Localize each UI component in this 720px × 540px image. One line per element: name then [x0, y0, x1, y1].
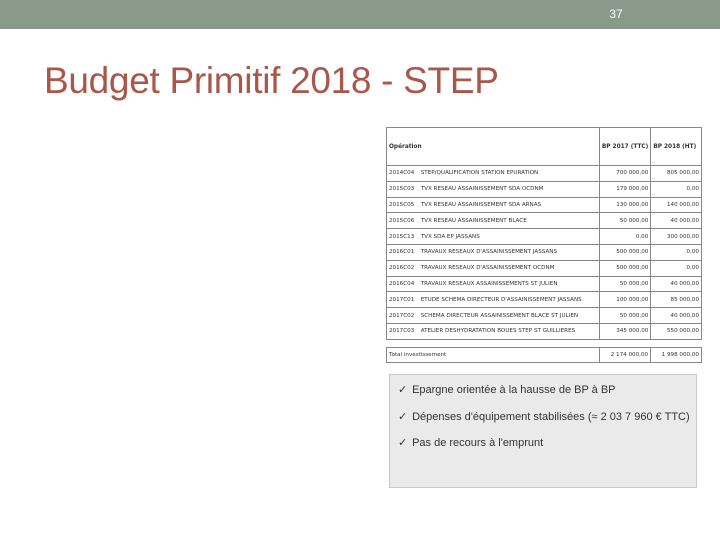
operations-table [386, 127, 702, 340]
row-label: TRAVAUX RESEAUX ASSAINISSEMENTS ST JULIEN [419, 276, 600, 292]
row-bp2018: 550 000,00 [651, 323, 702, 339]
total-row [387, 348, 702, 363]
row-bp2018: 40 000,00 [651, 276, 702, 292]
row-bp2017: 0,00 [599, 229, 650, 245]
table-row [387, 323, 702, 339]
bullet-text: Dépenses d'équipement stabilisées (≈ 2 03 7 960 € TTC) [412, 411, 690, 423]
row-label: ATELIER DESHYDRATATION BOUES STEP ST GUILLIERES [419, 323, 600, 339]
row-code: 2015C13 [387, 229, 419, 245]
table-row [387, 213, 702, 229]
total-bp2017: 2 174 000,00 [600, 348, 651, 363]
table-row [387, 166, 702, 182]
row-bp2017: 50 000,00 [599, 308, 650, 324]
row-bp2018: 40 000,00 [651, 308, 702, 324]
row-code: 2017C01 [387, 292, 419, 308]
row-bp2017: 179 000,00 [599, 181, 650, 197]
bullet-text: Epargne orientée à la hausse de BP à BP [412, 384, 616, 396]
row-label: TVX SDA EP JASSANS [419, 229, 600, 245]
row-bp2017: 345 000,00 [599, 323, 650, 339]
row-code: 2014C04 [387, 166, 419, 182]
row-label: TVX RESEAU ASSAINISSEMENT BLACE [419, 213, 600, 229]
total-label: Total investissement [387, 348, 600, 363]
slide-number: 37 [609, 7, 623, 21]
row-bp2018: 85 000,00 [651, 292, 702, 308]
table-row [387, 244, 702, 260]
bullet-text: Pas de recours à l'emprunt [412, 437, 544, 449]
row-code: 2016C04 [387, 276, 419, 292]
header-operation: Opération [387, 128, 600, 166]
row-label: STEP/QUALIFICATION STATION EPURATION [419, 166, 600, 182]
header-bp2017: BP 2017 (TTC) [599, 128, 650, 166]
row-bp2018: 805 000,00 [651, 166, 702, 182]
total-bp2018: 1 998 000,00 [651, 348, 702, 363]
row-label: ETUDE SCHEMA DIRECTEUR D'ASSAINISSEMENT JASSANS [419, 292, 600, 308]
table-header-row [387, 128, 702, 166]
row-bp2017: 50 000,00 [599, 276, 650, 292]
check-icon: ✓ [398, 411, 408, 423]
row-code: 2015C06 [387, 213, 419, 229]
row-label: TRAVAUX RESEAUX D'ASSAINISSEMENT JASSANS [419, 244, 600, 260]
row-bp2017: 50 000,00 [599, 213, 650, 229]
row-bp2017: 100 000,00 [599, 292, 650, 308]
row-label: SCHEMA DIRECTEUR ASSAINISSEMENT BLACE ST JULIEN [419, 308, 600, 324]
slide-title: Budget Primitif 2018 - STEP [44, 60, 499, 101]
table-row [387, 260, 702, 276]
row-bp2017: 500 000,00 [599, 260, 650, 276]
table-row [387, 229, 702, 245]
row-code: 2017C02 [387, 308, 419, 324]
row-bp2017: 700 000,00 [599, 166, 650, 182]
row-bp2018: 40 000,00 [651, 213, 702, 229]
check-icon: ✓ [398, 437, 408, 449]
table-row [387, 197, 702, 213]
row-label: TVX RESEAU ASSAINISSEMENT SDA OCDNM [419, 181, 600, 197]
top-bar [0, 0, 720, 29]
row-code: 2015C05 [387, 197, 419, 213]
row-bp2018: 0,00 [651, 181, 702, 197]
row-label: TVX RESEAU ASSAINISSEMENT SDA ARNAS [419, 197, 600, 213]
bullet-item [398, 410, 690, 423]
row-bp2018: 0,00 [651, 244, 702, 260]
check-icon: ✓ [398, 384, 408, 396]
budget-table [386, 127, 702, 373]
row-bp2018: 300 000,00 [651, 229, 702, 245]
table-row [387, 292, 702, 308]
table-row [387, 308, 702, 324]
bullet-item [398, 383, 616, 396]
bullet-item [398, 436, 543, 449]
bullet-box [389, 374, 697, 488]
row-bp2017: 130 000,00 [599, 197, 650, 213]
row-bp2018: 0,00 [651, 260, 702, 276]
row-label: TRAVAUX RESEAUX D'ASSAINISSEMENT OCDNM [419, 260, 600, 276]
row-code: 2015C03 [387, 181, 419, 197]
header-bp2018: BP 2018 (HT) [651, 128, 702, 166]
row-code: 2016C02 [387, 260, 419, 276]
total-table [386, 347, 702, 363]
table-row [387, 276, 702, 292]
row-bp2017: 500 000,00 [599, 244, 650, 260]
row-bp2018: 140 000,00 [651, 197, 702, 213]
table-row [387, 181, 702, 197]
row-code: 2017C03 [387, 323, 419, 339]
row-code: 2016C01 [387, 244, 419, 260]
